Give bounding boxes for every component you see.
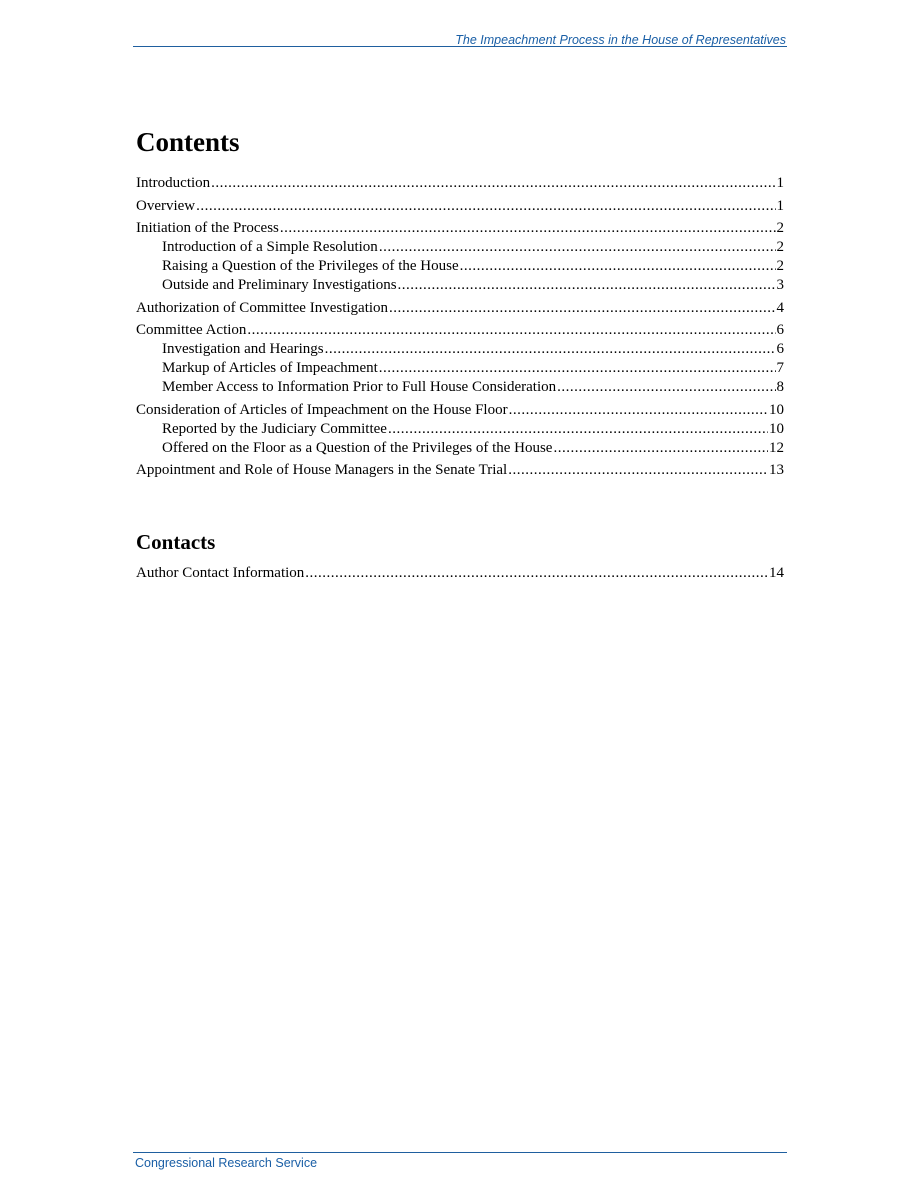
toc-entry-label: Offered on the Floor as a Question of the Privileges of the House xyxy=(162,439,553,456)
running-header xyxy=(133,32,787,47)
toc-entry-investigation-and-hearings[interactable] xyxy=(136,340,784,359)
toc-entry-label: Introduction of a Simple Resolution xyxy=(162,239,378,255)
dot-leader xyxy=(388,420,768,439)
toc-entry-page: 2 xyxy=(776,220,784,236)
toc-entry-introduction-of-a-simple-resolution[interactable] xyxy=(136,238,784,257)
toc-entry-appointment-of-house-managers[interactable] xyxy=(136,461,784,480)
toc-entry-initiation-of-the-process[interactable] xyxy=(136,219,784,238)
toc-entry-page: 1 xyxy=(776,175,784,191)
toc-entry-label: Markup of Articles of Impeachment xyxy=(162,360,378,376)
toc-entry-page: 10 xyxy=(769,420,784,437)
toc-entry-page: 3 xyxy=(776,277,784,293)
toc-entry-reported-by-judiciary-committee[interactable] xyxy=(136,420,784,439)
toc-entry-page: 13 xyxy=(769,462,784,478)
toc-entry-label: Consideration of Articles of Impeachment on the House Floor xyxy=(136,401,508,418)
toc-entry-label: Appointment and Role of House Managers in the Senate Trial xyxy=(136,462,508,478)
toc-entry-label: Introduction xyxy=(136,175,211,191)
toc-entry-member-access-to-information[interactable] xyxy=(136,378,784,397)
toc-entry-page: 12 xyxy=(769,439,784,456)
toc-entry-page: 6 xyxy=(776,341,784,357)
toc-entry-author-contact-information[interactable] xyxy=(136,564,784,583)
toc-entry-label: Reported by the Judiciary Committee xyxy=(162,420,387,437)
toc-entry-authorization-of-committee-investigation[interactable] xyxy=(136,299,784,318)
toc-entry-page: 6 xyxy=(776,322,784,338)
toc-entry-label: Committee Action xyxy=(136,322,247,338)
toc-entry-offered-on-the-floor[interactable] xyxy=(136,439,784,458)
dot-leader xyxy=(398,276,776,295)
dot-leader xyxy=(379,359,776,378)
contacts-list xyxy=(136,564,784,583)
toc-entry-page: 4 xyxy=(776,299,784,316)
dot-leader xyxy=(247,321,775,340)
toc-entry-label: Investigation and Hearings xyxy=(162,341,324,357)
contacts-title: Contacts xyxy=(136,530,216,554)
toc-entry-label: Author Contact Information xyxy=(136,565,305,581)
dot-leader xyxy=(305,564,768,583)
toc-entry-page: 1 xyxy=(776,197,784,214)
contents-title: Contents xyxy=(136,127,240,157)
toc-entry-page: 14 xyxy=(769,565,784,581)
table-of-contents xyxy=(136,174,784,480)
dot-leader xyxy=(211,174,775,193)
toc-entry-page: 8 xyxy=(776,379,784,395)
dot-leader xyxy=(325,340,776,359)
running-footer xyxy=(133,1152,787,1170)
dot-leader xyxy=(553,439,768,458)
dot-leader xyxy=(280,219,776,238)
dot-leader xyxy=(460,257,776,276)
toc-entry-raising-a-question-of-privileges[interactable] xyxy=(136,257,784,276)
dot-leader xyxy=(557,378,775,397)
toc-entry-label: Authorization of Committee Investigation xyxy=(136,299,389,316)
dot-leader xyxy=(509,401,768,420)
toc-entry-page: 2 xyxy=(776,258,784,274)
toc-entry-overview[interactable] xyxy=(136,197,784,216)
toc-entry-page: 10 xyxy=(769,401,784,418)
toc-entry-label: Outside and Preliminary Investigations xyxy=(162,277,397,293)
toc-entry-page: 7 xyxy=(776,360,784,376)
toc-entry-label: Initiation of the Process xyxy=(136,220,279,236)
dot-leader xyxy=(508,461,768,480)
toc-entry-label: Member Access to Information Prior to Full House Consideration xyxy=(162,379,557,395)
toc-entry-markup-of-articles[interactable] xyxy=(136,359,784,378)
dot-leader xyxy=(389,299,775,318)
dot-leader xyxy=(196,197,775,216)
toc-entry-committee-action[interactable] xyxy=(136,321,784,340)
toc-entry-label: Raising a Question of the Privileges of the House xyxy=(162,258,459,274)
toc-entry-outside-and-preliminary-investigations[interactable] xyxy=(136,276,784,295)
toc-entry-consideration-on-house-floor[interactable] xyxy=(136,401,784,420)
footer-publisher: Congressional Research Service xyxy=(135,1156,318,1170)
toc-entry-introduction[interactable] xyxy=(136,174,784,193)
toc-entry-label: Overview xyxy=(136,197,196,214)
running-header-title: The Impeachment Process in the House of Representatives xyxy=(455,33,786,47)
dot-leader xyxy=(379,238,776,257)
toc-entry-page: 2 xyxy=(776,239,784,255)
